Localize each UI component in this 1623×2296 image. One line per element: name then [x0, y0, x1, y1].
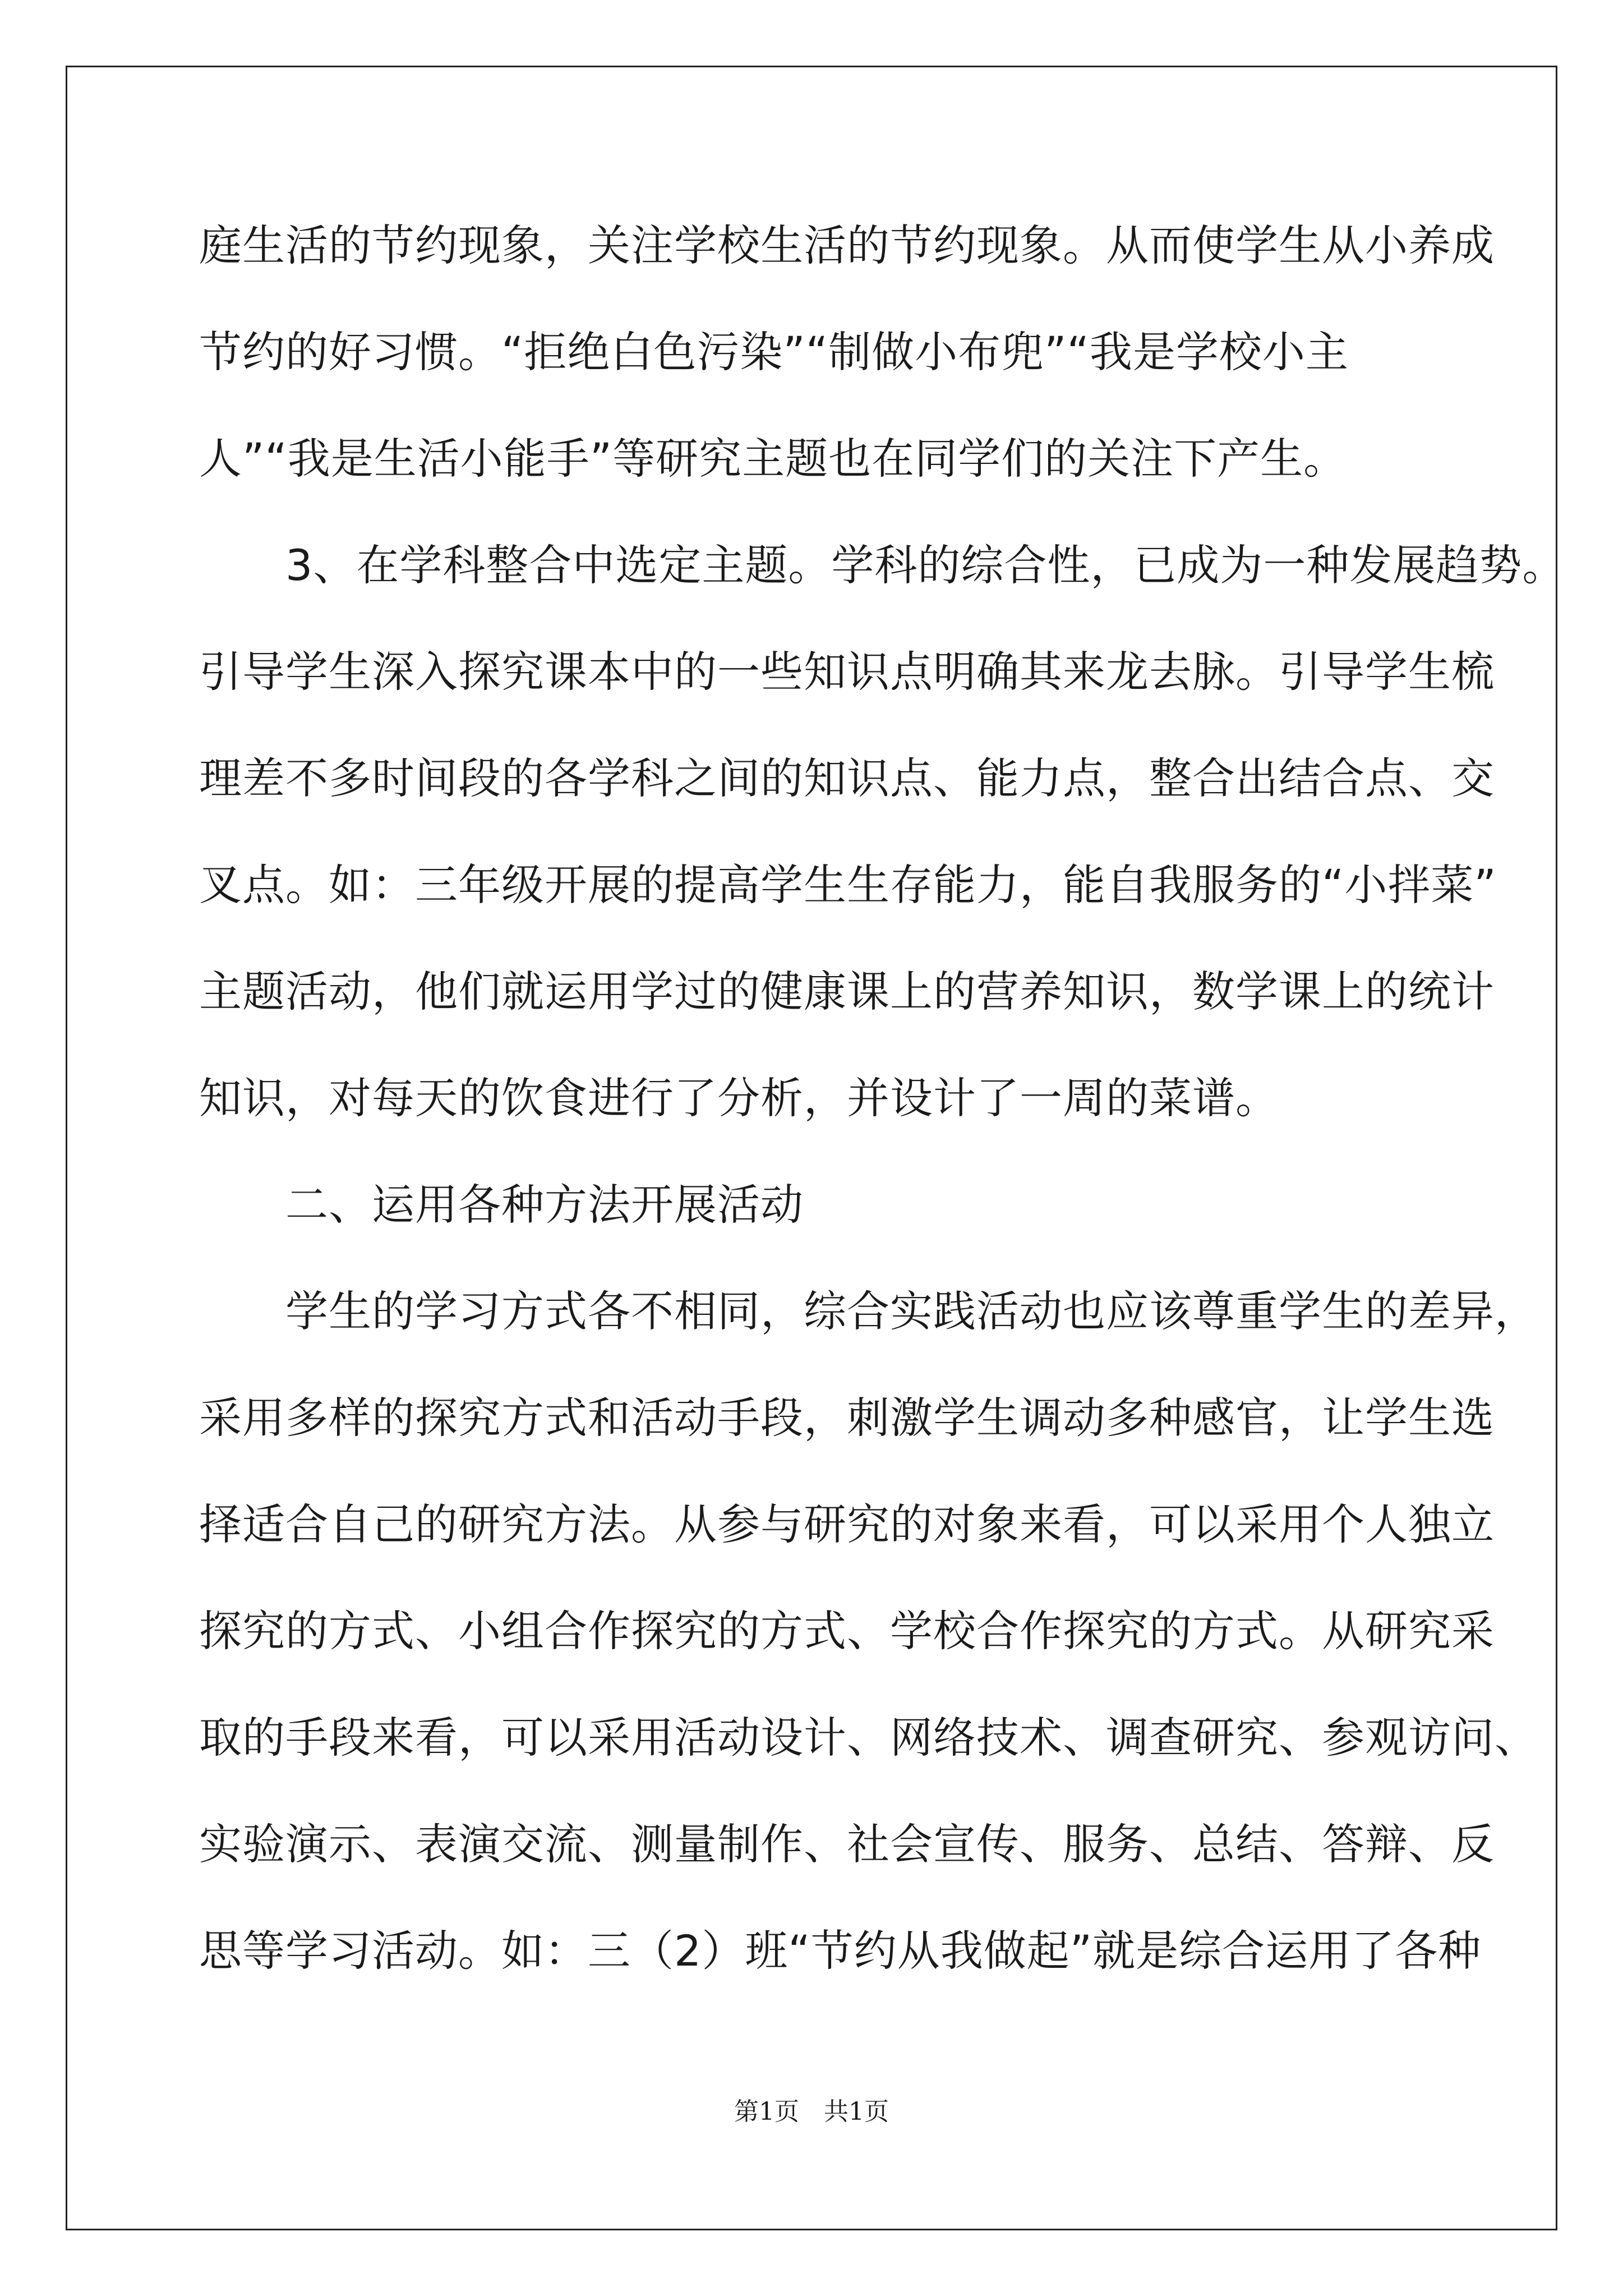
- page-footer: 第1页 共1页: [734, 2097, 889, 2126]
- text-line: 节约的好习惯。“拒绝白色污染”“制做小布兜”“我是学校小主: [199, 327, 1349, 377]
- text-line: 实验演示、表演交流、测量制作、社会宣传、服务、总结、答辩、反: [199, 1819, 1495, 1869]
- text-line: 思等学习活动。如：三（2）班“节约从我做起”就是综合运用了各种: [199, 1926, 1482, 1976]
- text-line: 引导学生深入探究课本中的一些知识点明确其来龙去脉。引导学生梳: [199, 647, 1495, 697]
- text-line: 择适合自己的研究方法。从参与研究的对象来看，可以采用个人独立: [199, 1499, 1495, 1549]
- text-line: 采用多样的探究方式和活动手段，刺激学生调动多种感官，让学生选: [199, 1393, 1495, 1443]
- section-heading: 二、运用各种方法开展活动: [199, 1180, 804, 1230]
- text-line: 知识，对每天的饮食进行了分析，并设计了一周的菜谱。: [199, 1073, 1279, 1123]
- text-line: 庭生活的节约现象，关注学校生活的节约现象。从而使学生从小养成: [199, 220, 1495, 270]
- text-line: 取的手段来看，可以采用活动设计、网络技术、调查研究、参观访问、: [199, 1713, 1538, 1763]
- text-line: 人”“我是生活小能手”等研究主题也在同学们的关注下产生。: [199, 434, 1347, 484]
- text-line: 主题活动，他们就运用学过的健康课上的营养知识，数学课上的统计: [199, 967, 1495, 1016]
- text-line: 探究的方式、小组合作探究的方式、学校合作探究的方式。从研究采: [199, 1606, 1495, 1656]
- text-line: 叉点。如：三年级开展的提高学生生存能力，能自我服务的“小拌菜”: [199, 860, 1497, 910]
- document-body: [199, 213, 1566, 2025]
- text-line: 学生的学习方式各不相同，综合实践活动也应该尊重学生的差异，: [199, 1286, 1538, 1336]
- text-line: 3、在学科整合中选定主题。学科的综合性，已成为一种发展趋势。: [199, 540, 1566, 590]
- text-line: 理差不多时间段的各学科之间的知识点、能力点，整合出结合点、交: [199, 753, 1495, 803]
